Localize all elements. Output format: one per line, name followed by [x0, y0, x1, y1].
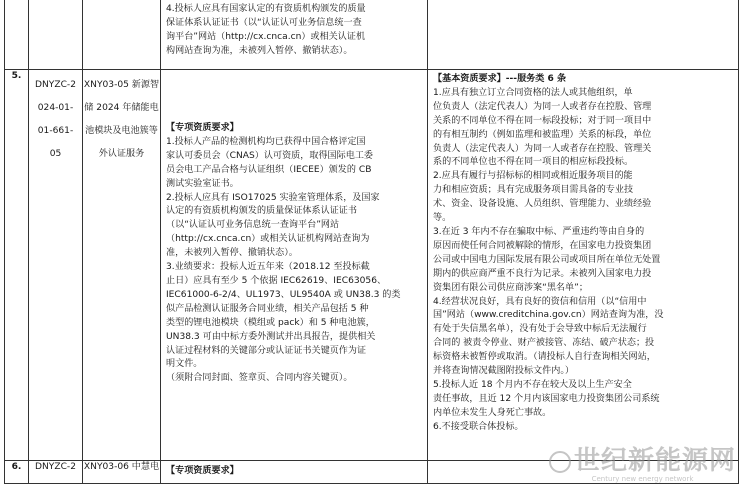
text-line: 准，未被列入暂停、撤销状态）。: [166, 248, 298, 259]
special-requirements-header: 【专项资质要求】: [166, 123, 239, 133]
cell-empty: [428, 0, 739, 70]
cell-empty: [83, 0, 161, 70]
text-line: 有处于失信黑名单），没有处于会导致中标后无法履行: [433, 324, 647, 335]
text-line: 家认可委员会（CNAS）认可资质，取得国际电工委: [166, 150, 374, 161]
text-line: 内单位未发生人身死亡事故。: [433, 407, 552, 418]
text-line: 认定的有资质机构颁发的质量保证体系认证证书: [166, 206, 357, 217]
text-line: （http://cx.cnca.cn）或相关认证机构网站查询为: [166, 234, 370, 245]
text-line: 2.投标人应具有 ISO17025 实验室管理体系，及国家: [166, 192, 380, 203]
cell-empty: [29, 0, 83, 70]
watermark-url: Century new energy network: [591, 475, 694, 483]
basic-requirements-header: 【基本资质要求】---服务类 6 条: [433, 74, 567, 84]
code-line: 01-661-: [37, 126, 74, 137]
package-name: [83, 70, 161, 461]
text-line: 4.投标人应具有国家认定的有资质机构颁发的质量: [166, 4, 366, 14]
special-requirements-cell: [161, 461, 428, 484]
special-requirements-text: [166, 136, 422, 386]
special-requirements-cell: [161, 70, 428, 461]
text-line: 力和相应资质；具有完成服务项目需具备的专业技: [433, 185, 634, 196]
text-line: 止日）应具有至少 5 个依据 IEC62619、IEC63056、: [166, 275, 387, 286]
text-line: 认证过程材料的关键部分或认证证书关键页作为证: [166, 345, 367, 356]
text-line: 员会电工产品合格与认证组织（IECEE）颁发的 CB: [166, 164, 372, 175]
text-line: 系的不同单位也不得在同一项目的相应标段投标。: [433, 157, 634, 168]
text-line: 位负责人（法定代表人）为同一人或者存在控股、管理: [433, 101, 652, 112]
text-line: 合同的 被责令停业、财产被接管、冻结、破产状态；投: [433, 338, 655, 349]
text-line: 1.投标人产品的检测机构均已获得中国合格评定国: [166, 136, 366, 147]
basic-requirements-text: [433, 87, 733, 435]
text-line: 3.业绩要求：投标人近五年来（2018.12 至投标截: [166, 262, 370, 273]
cell-empty: [428, 461, 739, 484]
text-line: 5.投标人近 18 个月内不存在较大及以上生产安全: [433, 379, 632, 390]
table-row-6: [5, 461, 739, 484]
text-line: （须附合同封面、签章页、合同内容关键页）。: [166, 373, 353, 384]
text-line: 6.不接受联合体投标。: [433, 421, 524, 432]
text-line: 责任事故，且近 12 个月内该国家电力投资集团公司系统: [433, 393, 660, 404]
text-line: 术、资金、设备设施、人员组织、管理能力、业绩经验: [433, 199, 652, 210]
text-line: 等。: [433, 213, 452, 224]
text-line: 并将查询情况截图附投标文件内。）: [433, 366, 574, 377]
text-line: 资集团有限公司供应商涉案“黑名单”；: [433, 282, 588, 293]
watermark-brand: 世纪新能源网: [573, 446, 736, 476]
text-line: UN38.3 可由中标方委外测试并出具报告，提供相关: [166, 331, 376, 342]
requirements-table: [4, 0, 739, 484]
special-requirements-header: 【专项资质要求】: [166, 466, 239, 476]
text-line: 关系的不同单位不得在同一标段投标；对于同一项目中: [433, 115, 652, 126]
text-line: 明文件。: [166, 359, 203, 370]
text-line: 2.应具有履行与招标标的相同或相近服务项目的能: [433, 171, 633, 182]
text-line: 4.经营状况良好，具有良好的资信和信用（以“信用中: [433, 296, 647, 307]
text-line: 原因而使任何合同被解除的情形，在国家电力投资集团: [433, 240, 652, 251]
name-line: 外认证服务: [98, 149, 145, 160]
package-name: XNY03-06 中慧电: [83, 461, 161, 484]
row-number: 6.: [5, 461, 29, 484]
text-line: （以“认证认可业务信息统一查询平台”网站: [166, 220, 340, 231]
prev-special-cell: [161, 0, 428, 70]
table-row-prev: [5, 0, 739, 70]
text-line: 负责人（法定代表人）为同一人或者存在控股、管理关: [433, 143, 652, 154]
code-line: 05: [49, 149, 62, 160]
text-line: 测试实验室证书。: [166, 178, 239, 189]
name-line: 储 2024 年储能电: [84, 103, 159, 114]
text-line: IEC61000-6-2/4、UL1973、UL9540A 或 UN38.3 的类: [166, 289, 401, 300]
text-line: 类型的锂电池模块（模组或 pack）和 5 种电池簇，: [166, 317, 375, 328]
prev-special-text: [161, 0, 427, 61]
text-line: 标资格未被暂停或取消。（请投标人自行查询相关网站，: [433, 352, 656, 363]
package-code: DNYZC-2: [29, 461, 83, 484]
table-row-5: [5, 70, 739, 461]
code-line: DNYZC-2: [34, 80, 76, 91]
basic-requirements-cell: [428, 70, 739, 461]
text-line: 保证体系认证证书（以“认证认可业务信息统一查: [166, 17, 362, 28]
name-line: 池模块及电池簇等: [85, 126, 158, 137]
text-line: 似产品检测认证服务合同业绩，相关产品包括 5 种: [166, 303, 369, 314]
cell-empty: [5, 0, 29, 70]
text-line: 的有相互制约（例如监理和被监理）关系的标段，单位: [433, 129, 652, 140]
package-code: [29, 70, 83, 461]
text-line: 1.应具有独立订立合同资格的法人或其他组织，单: [433, 87, 633, 98]
name-line: XNY03-05 新源智: [83, 80, 160, 91]
text-line: 询平台”网站（http://cx.cnca.cn）或相关认证机: [166, 31, 366, 42]
text-line: 期内的供应商严重不良行为记录。未被列入国家电力投: [433, 268, 652, 279]
code-line: 024-01-: [37, 103, 74, 114]
text-line: 构网站查询为准，未被列入暂停、撤销状态）。: [166, 45, 353, 56]
row-number: 5.: [5, 70, 29, 461]
text-line: 公司或中国电力国际发展有限公司或项目所在单位无处置: [433, 254, 661, 265]
text-line: 国”网站（www.creditchina.gov.cn）网站查询为准，没: [433, 310, 664, 321]
text-line: 3.在近 3 年内不存在骗取中标、严重违约等由自身的: [433, 226, 645, 237]
